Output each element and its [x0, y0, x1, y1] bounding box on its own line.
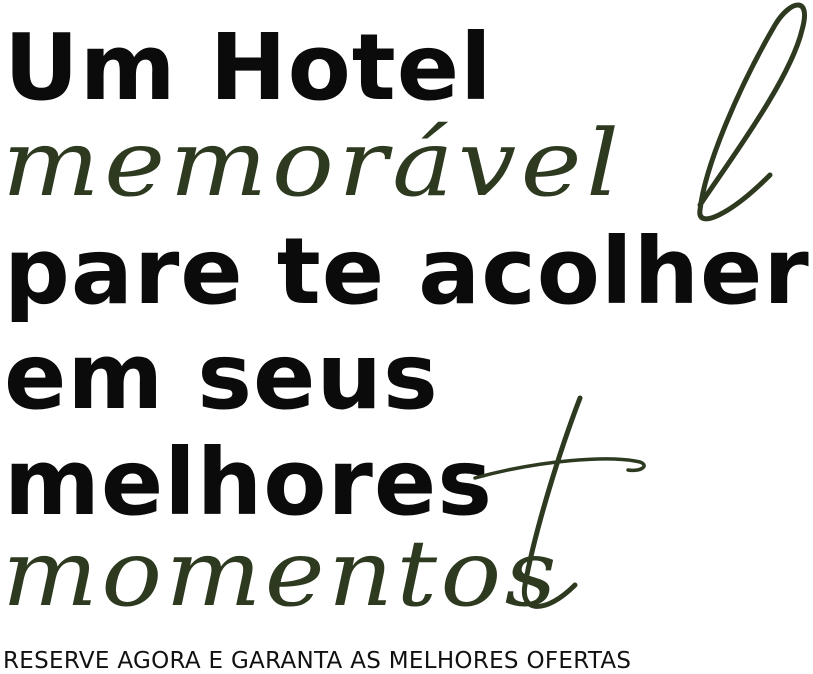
headline-line-5: melhores	[4, 429, 494, 536]
flourish-t-crossbar	[475, 459, 644, 478]
headline-line-4: em seus	[4, 323, 439, 430]
headline-script-memoravel: memorável	[2, 110, 624, 217]
flourish-l-loop	[700, 5, 805, 219]
headline-line-3: pare te acolher	[4, 218, 810, 325]
headline-script-momentos: momentos	[2, 520, 560, 627]
headline-line-1: Um Hotel	[4, 14, 493, 121]
reserve-tagline: RESERVE AGORA E GARANTA AS MELHORES OFERTAS	[3, 648, 632, 674]
